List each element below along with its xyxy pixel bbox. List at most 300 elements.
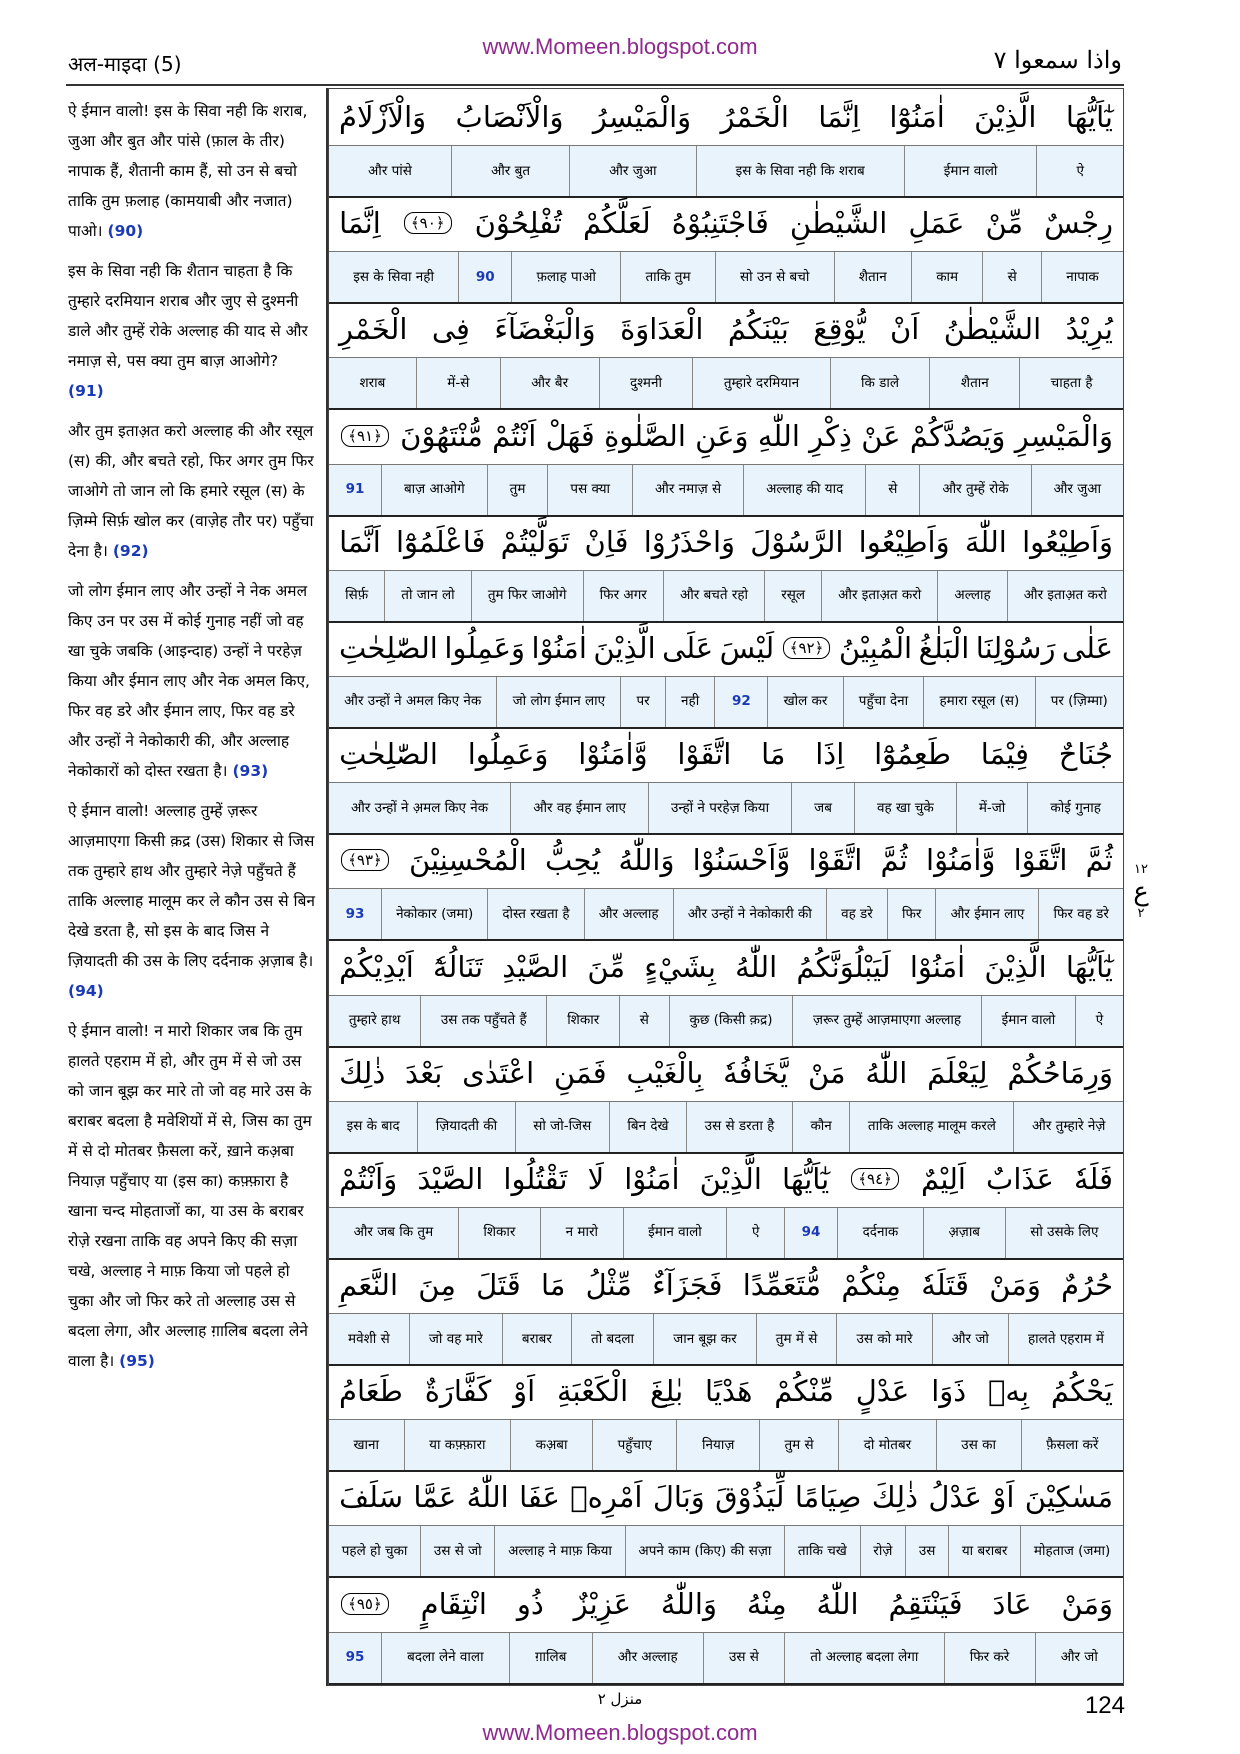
arabic-line <box>329 1576 1123 1633</box>
arabic-word: مُّتَعَمِّدًا <box>742 1268 822 1303</box>
word-meaning-cell: ईमान वालो <box>981 996 1075 1046</box>
translation-row <box>329 465 1123 517</box>
word-meaning-cell: से <box>865 465 919 515</box>
word-meaning-cell: अपने काम (किए) की सज़ा <box>625 1526 784 1576</box>
word-meaning-cell: और जो <box>932 1314 1008 1364</box>
translation-row <box>329 889 1123 941</box>
verse-number-cell: 94 <box>784 1208 837 1258</box>
arabic-line <box>329 1469 1123 1526</box>
arabic-word: الَّذِيْنَ <box>974 100 1037 134</box>
verse-number-cell: 93 <box>345 905 365 922</box>
translation-paragraph <box>68 96 318 246</box>
arabic-word: تَوَلَّيْتُمْ <box>500 524 570 559</box>
word-meaning-cell: शैतान <box>929 358 1019 408</box>
translation-row <box>329 146 1123 198</box>
arabic-word: وَّاٰمَنُوْا <box>578 737 648 772</box>
word-meaning-cell: चाहता है <box>1019 358 1123 408</box>
word-meaning-cell: कि डाले <box>830 358 930 408</box>
arabic-word: الَّذِيْنَ <box>699 1161 762 1196</box>
word-meaning-cell: इस के सिवा नही <box>353 268 434 285</box>
arabic-word: حُرُمٌ <box>1061 1268 1113 1303</box>
word-meaning-cell: या कफ़्फ़ारा <box>404 1420 510 1470</box>
arabic-word: مَا <box>761 737 786 772</box>
arabic-word: اِنَّمَا <box>339 206 381 241</box>
word-meaning-cell: सो उसके लिए <box>1005 1208 1123 1258</box>
word-meaning-cell: पहुँचाए <box>592 1420 676 1470</box>
word-meaning-cell: रसूल <box>764 571 821 621</box>
arabic-word: اتَّقَوْا <box>1013 843 1068 878</box>
word-meaning-cell: अ़ज़ाब <box>923 1208 1005 1258</box>
word-meaning-cell: दो मोतबर <box>838 1420 936 1470</box>
arabic-line <box>329 1257 1123 1314</box>
word-meaning-cell: शिकार <box>546 996 619 1046</box>
verse-row <box>329 1576 1123 1682</box>
arabic-word: تُفْلِحُوْنَ <box>474 206 562 241</box>
word-meaning-cell: न मारो <box>540 1208 623 1258</box>
arabic-word: قَتَلَهٗ <box>921 1268 969 1303</box>
arabic-word: اِذَا <box>815 737 845 772</box>
arabic-word: يُحِبُّ <box>544 843 601 878</box>
word-meaning-cell: और जुआ <box>1031 465 1123 515</box>
word-meaning-cell: वह खा चुके <box>854 783 956 833</box>
arabic-word: يٰٓاَيُّهَا <box>1065 949 1113 984</box>
word-meaning-cell: ज़रूर तुम्हें आज़माएगा अल्लाह <box>792 996 981 1046</box>
ruku-number-bottom: ٢ <box>1137 906 1145 921</box>
word-meaning-cell: दोस्त रखता है <box>487 889 583 939</box>
arabic-word: وَاَطِيْعُوا <box>858 524 950 559</box>
translation-row <box>329 677 1123 729</box>
arabic-word: الَّذِيْنَ <box>593 630 656 665</box>
verse-row <box>329 726 1123 832</box>
arabic-word: فِى <box>431 312 470 347</box>
word-meaning-cell: उस <box>905 1526 948 1576</box>
verse-number: (90) <box>107 222 144 240</box>
paragraph-text: जो लोग ईमान लाए और उन्हों ने नेक अमल किए उन पर उस में कोई गुनाह नहीं जो वह खा चुके जबकि (आइन्दाह) उन्हों ने परहेज़ किया और ईमान लाए और नेक अमल किए, फिर वह डरे और ईमान लाए, फिर वह डरे और उन्हों ने नेकोकारी की, और अल्लाह नेकोकारों को दोस्त रखता है। <box>68 582 310 780</box>
word-meaning-cell: में-से <box>416 358 500 408</box>
arabic-word: اَمْرِهٖ <box>570 1480 643 1515</box>
word-meaning-cell: फिर अगर <box>583 571 663 621</box>
verse-row <box>329 408 1123 514</box>
word-meaning-cell: बाज़ आओगे <box>381 465 487 515</box>
arabic-word: مَنْ <box>807 1055 846 1090</box>
arabic-word: بِالْغَيْبِ <box>626 1055 704 1090</box>
arabic-word: وَّاَحْسَنُوْا <box>692 843 791 878</box>
arabic-word: وَعَمِلُوا <box>467 737 549 772</box>
arabic-line <box>329 408 1123 465</box>
word-meaning-cell: दुश्मनी <box>599 358 693 408</box>
word-meaning-cell: तुम <box>487 465 548 515</box>
arabic-word: عَلٰى <box>1061 630 1113 665</box>
manzil-label: منزل ٢ <box>597 1690 643 1708</box>
word-meaning-cell: जो लोग ईमान लाए <box>496 677 620 727</box>
arabic-word: الصَّيْدَ <box>417 1161 484 1196</box>
arabic-line <box>329 1363 1123 1420</box>
word-meaning-cell: से <box>619 996 669 1046</box>
surah-title: अल-माइदा (5) <box>68 52 182 76</box>
arabic-word: وَاَطِيْعُوا <box>1022 524 1113 559</box>
arabic-word: يُرِيْدُ <box>1065 312 1113 347</box>
word-meaning-cell: से <box>982 252 1041 302</box>
word-meaning-cell: फिर करे <box>944 1633 1035 1683</box>
arabic-word: اٰمَنُوْٓا <box>889 100 945 134</box>
word-meaning-cell: और जो <box>1035 1633 1124 1683</box>
word-meaning-cell: फिर <box>887 889 936 939</box>
ayah-end-marker: ﴿٩٤﴾ <box>851 1168 899 1190</box>
verse-row <box>329 832 1123 938</box>
word-meaning-cell: ऐ <box>1075 996 1123 1046</box>
page-number: 124 <box>1084 1692 1125 1719</box>
word-meaning-cell: इस के बाद <box>346 1118 400 1135</box>
arabic-word: يُّوْقِعَ <box>813 312 866 347</box>
arabic-word: اللّٰهُ <box>735 949 778 984</box>
translation-paragraph <box>68 1016 318 1376</box>
site-url-bottom: www.Momeen.blogspot.com <box>482 1720 758 1745</box>
verse-row <box>329 1151 1123 1257</box>
translation-row <box>329 1102 1123 1154</box>
word-meaning-cell: काम <box>911 252 982 302</box>
arabic-word: اٰمَنُوْا <box>531 630 587 665</box>
arabic-word: مِّنْ <box>985 206 1024 241</box>
word-meaning-cell: सिर्फ़ <box>345 587 369 604</box>
word-meaning-cell: और बुत <box>451 146 569 196</box>
word-meaning-cell: पर <box>620 677 665 727</box>
arabic-word: بَعْدَ <box>405 1055 443 1090</box>
arabic-word: الشَّيْطٰنِ <box>789 206 888 241</box>
arabic-word: فَاجْتَنِبُوْهُ <box>671 206 769 241</box>
translation-row <box>329 571 1123 623</box>
arabic-word: عَمَّا <box>413 1480 457 1515</box>
arabic-word: الْكَعْبَةِ <box>557 1374 629 1409</box>
word-meaning-cell: पर (ज़िम्मा) <box>1035 677 1124 727</box>
arabic-word: مِّثْلُ <box>585 1268 632 1303</box>
arabic-word: الصّٰلِحٰتِ <box>339 737 438 772</box>
ruku-number-top: ١٢ <box>1134 862 1148 877</box>
verse-number: (95) <box>119 1352 155 1370</box>
arabic-word: الصَّلٰوةِ <box>604 418 686 453</box>
translation-paragraph <box>68 796 318 1006</box>
juz-title: واذا سمعوا ٧ <box>993 46 1122 74</box>
arabic-word: وَالْاَنْصَابُ <box>455 100 564 134</box>
arabic-word: مِنْكُمْ <box>841 1268 901 1303</box>
translation-row <box>329 1314 1123 1366</box>
word-by-word-grid <box>328 88 1124 1686</box>
verse-row <box>329 195 1123 301</box>
paragraph-text: और तुम इताअ़त करो अल्लाह की और रसूल (स) की, और बचते रहो, फिर अगर तुम फिर जाओगे तो जान लो कि हमारे रसूल (स) के ज़िम्मे सिर्फ़ खोल कर (वाज़ेह तौर पर) पहुँचा देना है। <box>68 422 314 560</box>
word-meaning-cell: जो वह मारे <box>409 1314 502 1364</box>
ayah-end-marker: ﴿٩٢﴾ <box>783 637 831 659</box>
arabic-word: رَسُوْلِنَا <box>975 630 1056 665</box>
paragraph-text: ऐ ईमान वालो! न मारो शिकार जब कि तुम हालते एहराम में हो, और तुम में से जो उस को जान बूझ कर मारे तो जो वह मारे उस के बराबर बदला है मवेशियों में से, जिस का तुम में से दो मोतबर फ़ैसला करें, ख़ाने कअ़बा नियाज़ पहुँचाए या (इस का) कफ़्फ़ारा है खाना चन्द मोहताजों का, या उस के बराबर रोज़े रखना ताकि वह अपने किए की सज़ा चखे, अल्लाह ने माफ़ किया जो पहले हो चुका और जो फिर करे तो अल्लाह उस से बदला लेगा, और अल्लाह ग़ालिब बदला लेने वाला है। <box>68 1022 312 1370</box>
arabic-word: وَمَنْ <box>1061 1586 1113 1621</box>
arabic-word: مُّنْتَهُوْنَ <box>400 418 483 453</box>
verse-row <box>329 1257 1123 1363</box>
arabic-word: طَعِمُوْٓا <box>874 737 951 772</box>
word-meaning-cell: ईमान वालो <box>623 1208 727 1258</box>
arabic-word: لَيْسَ <box>719 630 775 665</box>
site-url-top: www.Momeen.blogspot.com <box>482 34 758 59</box>
arabic-word: عَدْلٍ <box>855 1374 910 1409</box>
word-meaning-cell: और पांसे <box>368 162 412 179</box>
word-meaning-cell: फ़ैसला करें <box>1021 1420 1123 1470</box>
arabic-word: فَهَلْ <box>545 418 595 453</box>
arabic-word: صِيَامًا <box>794 1480 862 1515</box>
word-meaning-cell: नेकोकार (जमा) <box>381 889 487 939</box>
ayah-end-marker: ﴿٩٠﴾ <box>404 212 452 234</box>
arabic-word: عَزِيْزٌ <box>573 1586 632 1621</box>
arabic-word: تَقْتُلُوا <box>503 1161 568 1196</box>
verse-row <box>329 1045 1123 1151</box>
word-meaning-cell: शिकार <box>458 1208 540 1258</box>
word-meaning-cell: जब <box>791 783 854 833</box>
arabic-word: اللّٰهُ <box>816 1586 859 1621</box>
arabic-word: الْخَمْرُ <box>720 100 789 134</box>
arabic-word: الشَّيْطٰنُ <box>943 312 1042 347</box>
word-meaning-cell: हमारा रसूल (स) <box>923 677 1034 727</box>
word-meaning-cell: नही <box>665 677 715 727</box>
word-meaning-cell: तो अल्लाह बदला लेगा <box>784 1633 943 1683</box>
word-meaning-cell: ऐ <box>1036 146 1123 196</box>
word-meaning-cell: ज़ियादती की <box>417 1102 514 1152</box>
arabic-word: عَنْ <box>861 418 901 453</box>
arabic-word: اَنَّمَا <box>339 524 381 559</box>
word-meaning-cell: ताकि अल्लाह मालूम करले <box>849 1102 1013 1152</box>
arabic-word: عَلَى <box>662 630 714 665</box>
arabic-line <box>329 939 1123 996</box>
word-meaning-cell: ऐ <box>726 1208 784 1258</box>
arabic-word: مِّنْكُمْ <box>774 1374 834 1409</box>
verse-number-cell: 92 <box>714 677 767 727</box>
arabic-word: وَالْمَيْسِرِ <box>1014 418 1113 453</box>
word-meaning-cell: और इताअ़त करो <box>821 571 937 621</box>
arabic-word: الصَّيْدِ <box>502 949 569 984</box>
arabic-word: اَيْدِيْكُمْ <box>339 949 414 984</box>
arabic-line <box>329 726 1123 783</box>
word-meaning-cell: खोल कर <box>767 677 842 727</box>
verse-number: (91) <box>68 382 104 400</box>
word-meaning-cell: पस क्या <box>547 465 632 515</box>
verse-number: (92) <box>112 542 149 560</box>
word-meaning-cell: कुछ (किसी क़द्र) <box>669 996 793 1046</box>
word-meaning-cell: कौन <box>792 1102 849 1152</box>
arabic-line <box>329 1151 1123 1208</box>
ayah-end-marker: ﴿٩٥﴾ <box>341 1593 389 1615</box>
arabic-word: لَيَبْلُوَنَّكُمُ <box>796 949 891 984</box>
arabic-word: عَفَا <box>519 1480 560 1515</box>
word-meaning-cell: और उन्हों ने नेकोकारी की <box>673 889 826 939</box>
arabic-word: اَوْ <box>992 1480 1015 1515</box>
arabic-word: بِهٖ <box>988 1374 1030 1409</box>
word-meaning-cell: उस से जो <box>420 1526 494 1576</box>
word-meaning-cell: उस का <box>936 1420 1021 1470</box>
arabic-word: وَاللّٰهُ <box>618 843 675 878</box>
header-divider <box>66 84 1124 86</box>
word-meaning-cell: उस से डरता है <box>686 1102 792 1152</box>
arabic-word: وَرِمَاحُكُمْ <box>1007 1055 1113 1090</box>
word-meaning-cell: ग़ालिब <box>509 1633 592 1683</box>
arabic-word: لَا <box>587 1161 605 1196</box>
arabic-word: ذِكْرِ <box>809 418 852 453</box>
arabic-word: تَنَالُهٗٓ <box>433 949 484 984</box>
arabic-word: اللّٰهُ <box>466 1480 509 1515</box>
word-meaning-cell: इस के सिवा नही कि शराब <box>696 146 904 196</box>
arabic-line <box>329 89 1123 146</box>
word-meaning-cell: और तुम्हारे नेज़े <box>1013 1102 1123 1152</box>
translation-column <box>66 96 318 1688</box>
arabic-word: قَتَلَ <box>476 1268 521 1303</box>
arabic-word: مِنَ <box>418 1268 456 1303</box>
arabic-word: بٰلِغَ <box>650 1374 684 1409</box>
arabic-word: وَالْمَيْسِرُ <box>592 100 692 134</box>
word-meaning-cell: और अल्लाह <box>584 889 673 939</box>
verse-number: (93) <box>232 762 269 780</box>
arabic-word: لِّيَذُوْقَ <box>715 1480 785 1515</box>
word-meaning-cell: नियाज़ <box>676 1420 758 1470</box>
arabic-word: سَلَفَ <box>339 1480 404 1515</box>
word-meaning-cell: बदला लेने वाला <box>381 1633 509 1683</box>
arabic-word: وَعَمِلُوا <box>444 630 526 665</box>
arabic-word: وَمَنْ <box>989 1268 1041 1303</box>
arabic-word: فَاعْلَمُوْٓا <box>396 524 486 559</box>
arabic-word: مِنْهُ <box>746 1586 787 1621</box>
word-meaning-cell: तुम्हारे दरमियान <box>692 358 829 408</box>
word-meaning-cell: अल्लाह ने माफ़ किया <box>494 1526 624 1576</box>
word-meaning-cell: बराबर <box>502 1314 571 1364</box>
arabic-word: وَالْاَزْلَامُ <box>339 100 427 134</box>
word-meaning-cell: पहले हो चुका <box>341 1542 408 1559</box>
arabic-word: اَوْ <box>513 1374 536 1409</box>
word-meaning-cell: और वह ईमान लाए <box>510 783 648 833</box>
translation-paragraph <box>68 256 318 406</box>
word-meaning-cell: और बैर <box>500 358 599 408</box>
arabic-word: ثُمَّ <box>880 843 908 878</box>
ruku-marker <box>1128 862 1154 922</box>
arabic-word: الْخَمْرِ <box>339 312 408 347</box>
word-meaning-cell: और बचते रहो <box>663 571 764 621</box>
arabic-word: ثُمَّ <box>1085 843 1113 878</box>
word-meaning-cell: उस से <box>703 1633 784 1683</box>
arabic-word: اعْتَدٰى <box>462 1055 535 1090</box>
arabic-word: فَلَهٗ <box>1073 1161 1113 1196</box>
arabic-word: اتَّقَوْا <box>808 843 863 878</box>
paragraph-text: ऐ ईमान वालो! अल्लाह तुम्हें ज़रूर आज़माएगा किसी क़द्र (उस) शिकार से जिस तक तुम्हारे हाथ और तुम्हारे नेज़े पहुँचते हैं ताकि अल्लाह मालूम कर ले कौन उस से बिन देखे डरता है, सो इस के बाद जिस ने ज़ियादती की उस के लिए दर्दनाक अ़ज़ाब है। <box>68 802 316 970</box>
arabic-word: فَمَنِ <box>553 1055 607 1090</box>
arabic-word: وَبَالَ <box>652 1480 705 1515</box>
verse-row <box>329 514 1123 620</box>
word-meaning-cell: उस तक पहुँचते हैं <box>420 996 546 1046</box>
word-meaning-cell: तुम से <box>759 1420 838 1470</box>
word-meaning-cell: सो जो-जिस <box>515 1102 609 1152</box>
word-meaning-cell: में-जो <box>956 783 1028 833</box>
arabic-word: بَيْنَكُمُ <box>727 312 789 347</box>
arabic-word: كَفَّارَةٌ <box>424 1374 492 1409</box>
verse-row <box>329 620 1123 726</box>
arabic-word: الْعَدَاوَةَ <box>620 312 704 347</box>
arabic-word: عَدْلُ <box>928 1480 982 1515</box>
arabic-word: وَّاٰمَنُوْا <box>926 843 996 878</box>
word-meaning-cell: और उन्हों ने अ़मल किए नेक <box>351 799 489 816</box>
translation-paragraph <box>68 576 318 786</box>
arabic-line <box>329 832 1123 889</box>
arabic-word: رِجْسٌ <box>1044 206 1113 241</box>
word-meaning-cell: खाना <box>353 1436 380 1453</box>
arabic-word: الَّذِيْنَ <box>984 949 1047 984</box>
word-meaning-cell: दर्दनाक <box>837 1208 923 1258</box>
word-meaning-cell: शैतान <box>834 252 911 302</box>
verse-number-cell: 90 <box>458 252 511 302</box>
arabic-word: الْمُبِيْنُ <box>838 630 913 665</box>
arabic-word: ذٰلِكَ <box>339 1055 386 1090</box>
arabic-word: وَاللّٰهُ <box>660 1586 717 1621</box>
translation-row <box>329 996 1123 1048</box>
word-meaning-cell: कोई गुनाह <box>1027 783 1123 833</box>
word-meaning-cell: ताकि चखे <box>784 1526 859 1576</box>
arabic-word: اَلِيْمٌ <box>921 1161 966 1196</box>
arabic-word: مَسٰكِيْنَ <box>1024 1480 1113 1515</box>
arabic-word: يَّخَافُهٗ <box>723 1055 789 1090</box>
translation-paragraph <box>68 416 318 566</box>
translation-row <box>329 252 1123 304</box>
ayah-end-marker: ﴿٩١﴾ <box>341 425 389 447</box>
arabic-word: بِشَيْءٍ <box>644 949 716 984</box>
verse-row <box>329 1469 1123 1575</box>
verse-row <box>329 1363 1123 1469</box>
arabic-word: اَنْ <box>890 312 920 347</box>
word-meaning-cell: और इताअ़त करो <box>1007 571 1123 621</box>
verse-number-cell: 91 <box>345 481 365 498</box>
word-meaning-cell: और अल्लाह <box>592 1633 703 1683</box>
arabic-word: فَجَزَآءٌ <box>652 1268 723 1303</box>
arabic-word: انْتِقَامٍ <box>420 1586 487 1621</box>
word-meaning-cell: पहुँचा देना <box>843 677 924 727</box>
word-meaning-cell: ईमान वालो <box>904 146 1037 196</box>
arabic-line <box>329 195 1123 252</box>
arabic-word: اللّٰهُ <box>865 1055 908 1090</box>
word-meaning-cell: ताकि तुम <box>620 252 715 302</box>
translation-row <box>329 1526 1123 1578</box>
arabic-word: عَمَلِ <box>908 206 965 241</box>
arabic-word: فَاِنْ <box>584 524 629 559</box>
arabic-word: وَالْبَغْضَآءَ <box>494 312 596 347</box>
paragraph-text: इस के सिवा नही कि शैतान चाहता है कि तुम्हारे दरमियान शराब और जुए से दुश्मनी डाले और तुम्हें रोके अल्लाह की याद से और नमाज़ से, पस क्या तुम बाज़ आओगे? <box>68 262 308 370</box>
word-meaning-cell: मोहताज (जमा) <box>1020 1526 1123 1576</box>
arabic-word: اللّٰهَ <box>964 524 1007 559</box>
word-meaning-cell: तुम फिर जाओगे <box>471 571 583 621</box>
translation-row <box>329 1633 1123 1685</box>
word-meaning-cell: उस को मारे <box>836 1314 931 1364</box>
word-meaning-cell: और ईमान लाए <box>935 889 1038 939</box>
word-meaning-cell: और उन्हों ने अमल किए नेक <box>344 693 482 710</box>
arabic-word: عَذَابٌ <box>986 1161 1054 1196</box>
word-meaning-cell: और जुआ <box>569 146 696 196</box>
arabic-word: وَاحْذَرُوْا <box>643 524 736 559</box>
arabic-word: فِيْمَا <box>980 737 1029 772</box>
arabic-word: يٰٓاَيُّهَا <box>1065 100 1113 134</box>
arabic-word: مِّنَ <box>587 949 626 984</box>
word-meaning-cell: वह डरे <box>826 889 887 939</box>
word-meaning-cell: जान बूझ कर <box>653 1314 756 1364</box>
arabic-word: الْمُحْسِنِيْنَ <box>408 843 527 878</box>
arabic-word: اللّٰهِ <box>757 418 800 453</box>
word-meaning-cell: तो जान लो <box>384 571 471 621</box>
word-meaning-cell: तुम्हारे हाथ <box>348 1012 401 1028</box>
arabic-word: اتَّقَوْا <box>677 737 732 772</box>
word-meaning-cell: उन्हों ने परहेज़ किया <box>648 783 791 833</box>
arabic-word: النَّعَمِ <box>339 1268 399 1303</box>
word-meaning-cell: फिर वह डरे <box>1038 889 1123 939</box>
word-meaning-cell: तो बदला <box>571 1314 653 1364</box>
arabic-word: هَدْيًا <box>705 1374 753 1409</box>
arabic-word: ذٰلِكَ <box>871 1480 918 1515</box>
